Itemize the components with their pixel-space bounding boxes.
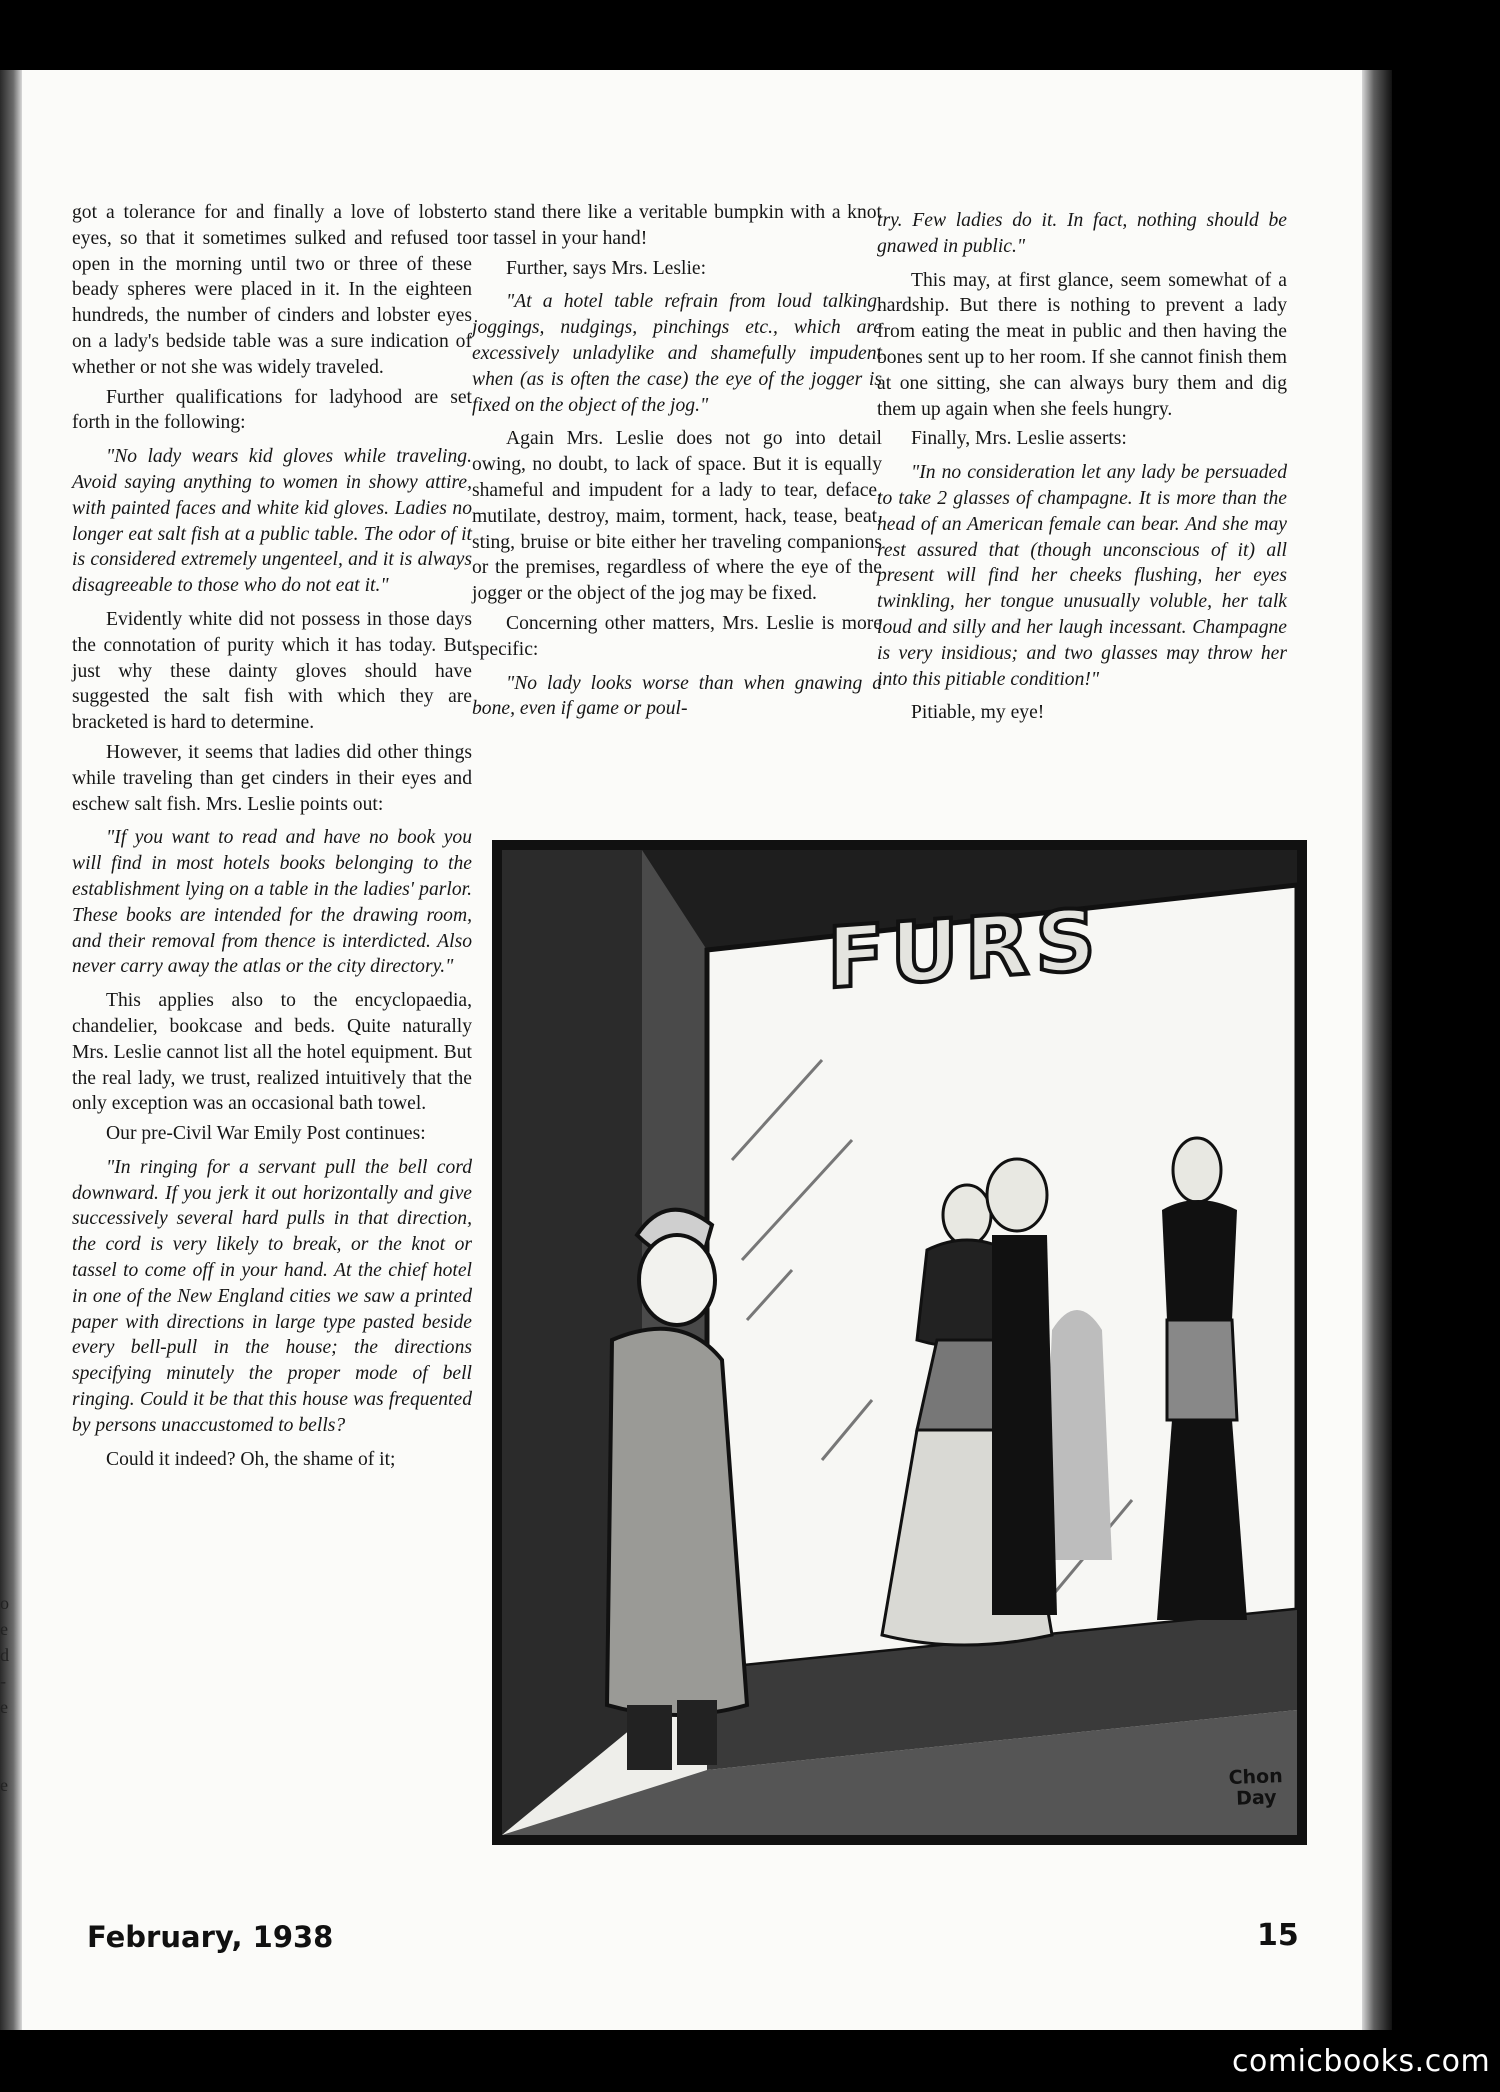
quoted-passage: "No lady wears kid gloves while traveling. Avoid saying anything to women in showy attire, with painted faces and white kid gloves. Ladies no longer eat salt fish at a public table. The odor of it is considered extremely ungenteel, and it is always disagreeable to those who do not eat it." bbox=[72, 446, 472, 597]
bleed-letter bbox=[0, 1746, 16, 1772]
paragraph: Further qualifications for ladyhood are set forth in the following: bbox=[72, 386, 472, 434]
text-column-3 bbox=[877, 200, 1287, 726]
watermark: comicbooks.com bbox=[1232, 2044, 1491, 2079]
bleed-letter: - bbox=[0, 1671, 6, 1691]
quoted-passage: try. Few ladies do it. In fact, nothing should be gnawed in public." bbox=[877, 210, 1287, 257]
paragraph: This applies also to the encyclopaedia, chandelier, bookcase and beds. Quite naturally Mrs. Leslie cannot list all the hotel equipment. But the real lady, we trust, realized intuitively that the only exception was an occasional bath towel. bbox=[72, 990, 472, 1115]
bleed-letter: o bbox=[0, 1593, 9, 1613]
paragraph: This may, at first glance, seem somewhat of a hardship. But there is nothing to prevent a lady from eating the meat in public and then having the bones sent up to her room. If she cannot finish them at one sitting, she can always bury them and dig them up again when she feels hungry. bbox=[877, 269, 1287, 420]
paragraph: Concerning other matters, Mrs. Leslie is more specific: bbox=[472, 612, 882, 660]
adjacent-page-bleed bbox=[0, 1590, 16, 1798]
cartoon-illustration bbox=[492, 840, 1307, 1845]
quoted-passage: "In no consideration let any lady be persuaded to take 2 glasses of champagne. It is more than the head of an American female can bear. And she may rest assured that (though unconscious of it) all present will find her cheeks flushing, her eyes twinkling, her tongue unusually voluble, her talk loud and silly and her laugh incessant. Champagne is very insidious; and two glasses may throw her into this pitiable condition!" bbox=[877, 462, 1287, 690]
bleed-letter: e bbox=[0, 1619, 8, 1639]
quoted-passage: "In ringing for a servant pull the bell cord downward. If you jerk it out horizontally and give successively several hard pulls in that direction, the cord is very likely to break, or the knot or tassel to come off in your hand. At the chief hotel in one of the New England cities we saw a printed paper with directions in large type pasted beside every bell-pull in the house; the directions specifying minutely the proper mode of bell ringing. Could it be that this house was frequented by persons unaccustomed to bells? bbox=[72, 1156, 472, 1436]
paragraph: Pitiable, my eye! bbox=[911, 702, 1045, 724]
quoted-passage: "At a hotel table refrain from loud talking, joggings, nudgings, pinchings etc., which are excessively unladylike and shamefully impudent when (as is often the case) the eye of the jogger is fixed on the object of the jog." bbox=[472, 291, 882, 416]
paragraph: to stand there like a veritable bumpkin with a knot or tassel in your hand! bbox=[472, 202, 882, 249]
quoted-passage: "No lady looks worse than when gnawing a bone, even if game or poul- bbox=[472, 672, 882, 720]
right-page-edge bbox=[1362, 70, 1392, 2030]
magazine-page bbox=[22, 70, 1362, 2030]
paragraph: However, it seems that ladies did other things while traveling than get cinders in their eyes and eschew salt fish. Mrs. Leslie points out: bbox=[72, 741, 472, 815]
issue-date: February, 1938 bbox=[87, 1920, 334, 1954]
bleed-letter: d bbox=[0, 1645, 9, 1665]
text-column-2 bbox=[472, 200, 882, 730]
artist-credit bbox=[1228, 1766, 1283, 1810]
page-number: 15 bbox=[1257, 1918, 1299, 1953]
paragraph: Again Mrs. Leslie does not go into detail owing, no doubt, to lack of space. But it is equally shameful and impudent for a lady to tear, deface, mutilate, destroy, maim, torment, hack, tease, beat, sting, bruise or bite either her traveling companions or the premises, regardless of where the eye of the jogger or the object of the jog may be fixed. bbox=[472, 428, 882, 605]
bleed-letter: e bbox=[0, 1697, 8, 1717]
paragraph: Further, says Mrs. Leslie: bbox=[506, 257, 707, 279]
paragraph: Finally, Mrs. Leslie asserts: bbox=[911, 428, 1127, 450]
credit-line-1: Chon bbox=[1228, 1765, 1283, 1789]
paragraph: Could it indeed? Oh, the shame of it; bbox=[106, 1448, 396, 1470]
bleed-letter bbox=[0, 1720, 16, 1746]
credit-line-2: Day bbox=[1235, 1786, 1277, 1810]
bleed-letter: e bbox=[0, 1775, 8, 1795]
furs-sign: FURS bbox=[827, 890, 1102, 1008]
paragraph: got a tolerance for and finally a love of lobster eyes, so that it sometimes sulked and refused to open in the morning until two or three of these beady spheres were placed in it. In the eighteen hundreds, the number of cinders and lobster eyes on a lady's bedside table was a sure indication of whether or not she was widely traveled. bbox=[72, 202, 472, 378]
paragraph: Our pre-Civil War Emily Post continues: bbox=[106, 1123, 426, 1145]
text-column-1 bbox=[72, 200, 472, 1472]
paragraph: Evidently white did not possess in those days the connotation of purity which it has today. But just why these dainty gloves should have suggested the salt fish with which they are bracketed is hard to determine. bbox=[72, 608, 472, 734]
quoted-passage: "If you want to read and have no book you will find in most hotels books belonging to the establishment lying on a table in the ladies' parlor. These books are intended for the drawing room, and their removal from thence is interdicted. Also never carry away the atlas or the city directory." bbox=[72, 827, 472, 978]
